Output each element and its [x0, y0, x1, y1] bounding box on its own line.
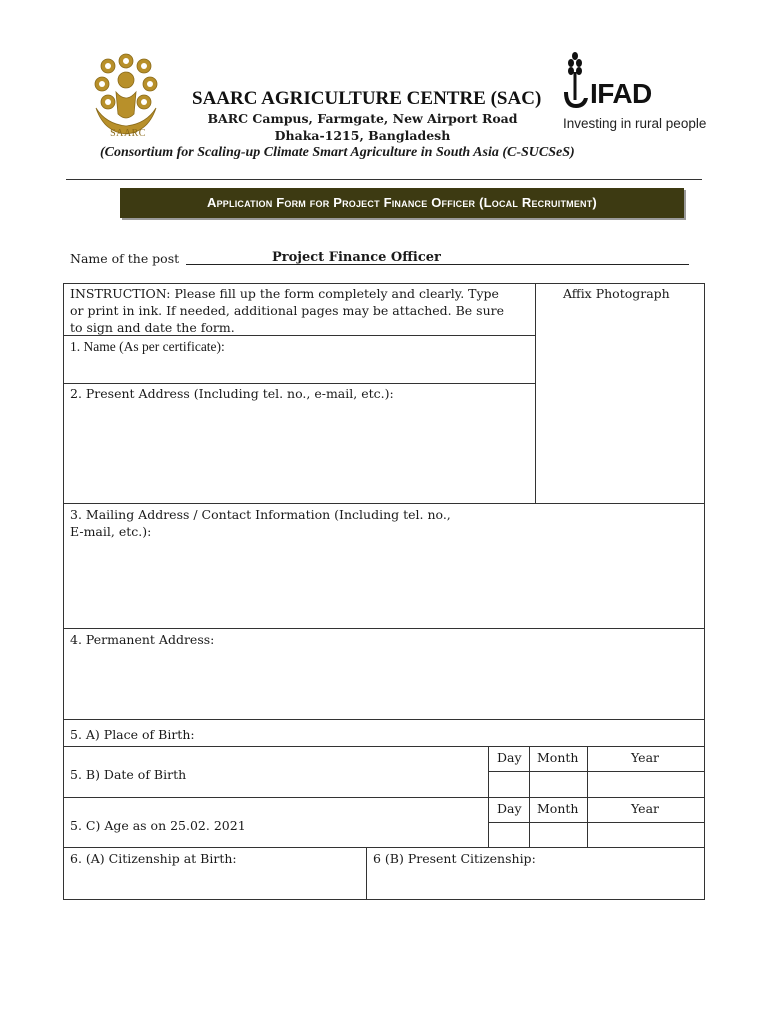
date-of-birth-label: 5. B) Date of Birth [70, 767, 187, 782]
dob-day-header: Day [497, 750, 522, 765]
dob-day-field[interactable] [489, 772, 529, 797]
photo-area[interactable] [536, 304, 704, 503]
header-divider [66, 179, 702, 180]
age-label: 5. C) Age as on 25.02. 2021 [70, 818, 246, 833]
form-title: Application Form for Project Finance Officer (Local Recruitment) [207, 195, 597, 210]
affix-photo-label: Affix Photograph [563, 286, 670, 301]
age-day-field[interactable] [489, 823, 529, 847]
name-field[interactable] [64, 355, 535, 383]
ifad-logo-icon [560, 50, 590, 112]
row-separator [63, 628, 705, 629]
age-day-header: Day [497, 801, 522, 816]
present-address-field[interactable] [64, 404, 535, 503]
address-line-1: BARC Campus, Farmgate, New Airport Road [207, 111, 518, 126]
age-year-field[interactable] [588, 823, 704, 847]
address-line-2: Dhaka-1215, Bangladesh [274, 128, 451, 143]
instruction-line-1: INSTRUCTION: Please fill up the form completely and clearly. Type [70, 286, 499, 301]
age-year-header: Year [631, 801, 659, 816]
ifad-tagline: Investing in rural people [563, 116, 707, 131]
post-value[interactable]: Project Finance Officer [272, 250, 441, 265]
place-of-birth-label: 5. A) Place of Birth: [70, 727, 195, 742]
table-border-bottom [63, 899, 705, 900]
citizenship-present-field[interactable] [367, 868, 704, 899]
consortium-line: (Consortium for Scaling-up Climate Smart Agriculture in South Asia (C-SUCSeS) [100, 145, 575, 160]
dob-month-field[interactable] [530, 772, 587, 797]
mailing-address-field[interactable] [64, 542, 704, 628]
permanent-address-label: 4. Permanent Address: [70, 632, 215, 647]
saarc-logo-text: SAARC [110, 128, 146, 139]
dob-year-header: Year [631, 750, 659, 765]
row-separator [63, 503, 705, 504]
citizenship-birth-field[interactable] [64, 868, 366, 899]
table-border-top [63, 283, 705, 284]
row-separator [63, 847, 705, 848]
place-of-birth-field[interactable] [210, 720, 704, 746]
age-month-field[interactable] [530, 823, 587, 847]
form-title-banner [120, 188, 684, 218]
mailing-address-label-1: 3. Mailing Address / Contact Information (Including tel. no., [70, 507, 451, 522]
citizenship-birth-label: 6. (A) Citizenship at Birth: [70, 851, 237, 866]
dob-month-header: Month [537, 750, 579, 765]
dob-year-field[interactable] [588, 772, 704, 797]
permanent-address-field[interactable] [64, 650, 704, 719]
instruction-line-2: or print in ink. If needed, additional pages may be attached. Be sure [70, 303, 504, 318]
org-title: SAARC AGRICULTURE CENTRE (SAC) [192, 88, 542, 109]
post-label: Name of the post [70, 251, 180, 266]
row-separator [63, 797, 705, 798]
mailing-address-label-2: E-mail, etc.): [70, 524, 152, 539]
table-border-right [704, 283, 705, 900]
age-month-header: Month [537, 801, 579, 816]
present-address-label: 2. Present Address (Including tel. no., e-mail, etc.): [70, 386, 394, 401]
citizenship-present-label: 6 (B) Present Citizenship: [373, 851, 536, 866]
instruction-line-3: to sign and date the form. [70, 320, 235, 335]
row-separator [63, 383, 535, 384]
row-separator [63, 746, 705, 747]
ifad-name: IFAD [590, 78, 652, 109]
name-label: 1. Name (As per certificate): [70, 339, 225, 354]
